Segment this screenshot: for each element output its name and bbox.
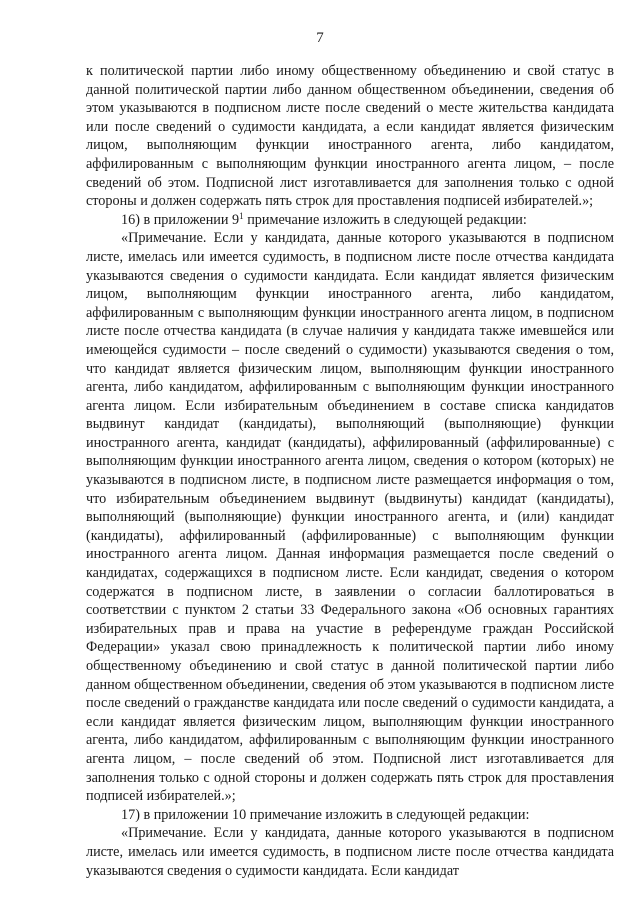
item-16-text: 16) в приложении 9: [121, 211, 240, 228]
paragraph-item-17: 17) в приложении 10 примечание изложить в следующей редакции:: [121, 806, 530, 823]
page-number: 7: [316, 30, 324, 46]
superscript: 1: [239, 210, 244, 221]
paragraph-note-appendix-9-1: «Примечание. Если у кандидата, данные которого указываются в подписном листе, имелась или имеется судимость, в подписном листе после отчества кандидата указываются сведения о судимости кандидата. Если кандидат является физическим лицом, выполняющим функции иностранного агента, либо кандидатом, аффилированным с выполняющим функции иностранного агента лицом, в подписном листе после отчества кандидата (в случае наличия у кандидата также имевшейся или имеющейся судимости – после сведений о судимости) указываются сведения о том, что кандидат является физическим лицом, выполняющим функции иностранного агента, либо кандидатом, аффилированным с выполняющим функции иностранного агента лицом. Если избирательным объединением в составе списка кандидатов выдвинут кандидат (кандидаты), выполняющий (выполняющие) функции иностранного агента, кандидат (кандидаты), аффилированный (аффилированные) с выполняющим функции иностранного агента лицом, сведения о котором (которых) не указываются в подписном листе, в подписном листе размещается информация о том, что избирательным объединением выдвинут (выдвинуты) кандидат (кандидаты), выполняющий (выполняющие) функции иностранного агента, и (или) кандидат (кандидаты), аффилированный (аффилированные) с выполняющим функции иностранного агента лицом. Данная информация размещается после сведений о кандидатах, содержащихся в подписном листе. Если кандидат, сведения о котором содержатся в подписном листе, в заявлении о согласии баллотироваться в соответствии с пунктом 2 статьи 33 Федерального закона «Об основных гарантиях избирательных прав и права на участие в референдуме граждан Российской Федерации» указал свою принадлежность к политической партии либо иному общественному объединению и свой статус в данной политической партии либо данном общественном объединении, сведения об этом указываются в подписном листе после сведений о гражданстве кандидата или после сведений о судимости кандидата, а если кандидат является физическим лицом, выполняющим функции иностранного агента, либо кандидатом, аффилированным с выполняющим функции иностранного агента лицом, – после сведений об этом. Подписной лист изготавливается для заполнения только с одной стороны и должен содержать пять строк для проставления подписей избирателей.»;: [86, 230, 614, 805]
paragraph-item-16: [86, 211, 614, 230]
paragraph-note-appendix-10: «Примечание. Если у кандидата, данные которого указываются в подписном листе, имелась или имеется судимость, в подписном листе после отчества кандидата указываются сведения о судимости кандидата. Если кандидат: [86, 825, 614, 879]
paragraph-continuation: к политической партии либо иному общественному объединению и свой статус в данной политической партии либо данном общественном объединении, сведения об этом указываются в подписном листе после сведений о месте жительства кандидата или после сведений о судимости кандидата, а если кандидат является физическим лицом, выполняющим функции иностранного агента, либо кандидатом, аффилированным с выполняющим функции иностранного агента лицом, – после сведений об этом. Подписной лист изготавливается для заполнения только с одной стороны и должен содержать пять строк для проставления подписей избирателей.»;: [86, 63, 614, 210]
item-16-text-end: примечание изложить в следующей редакции:: [243, 211, 527, 228]
document-body: [86, 62, 614, 880]
